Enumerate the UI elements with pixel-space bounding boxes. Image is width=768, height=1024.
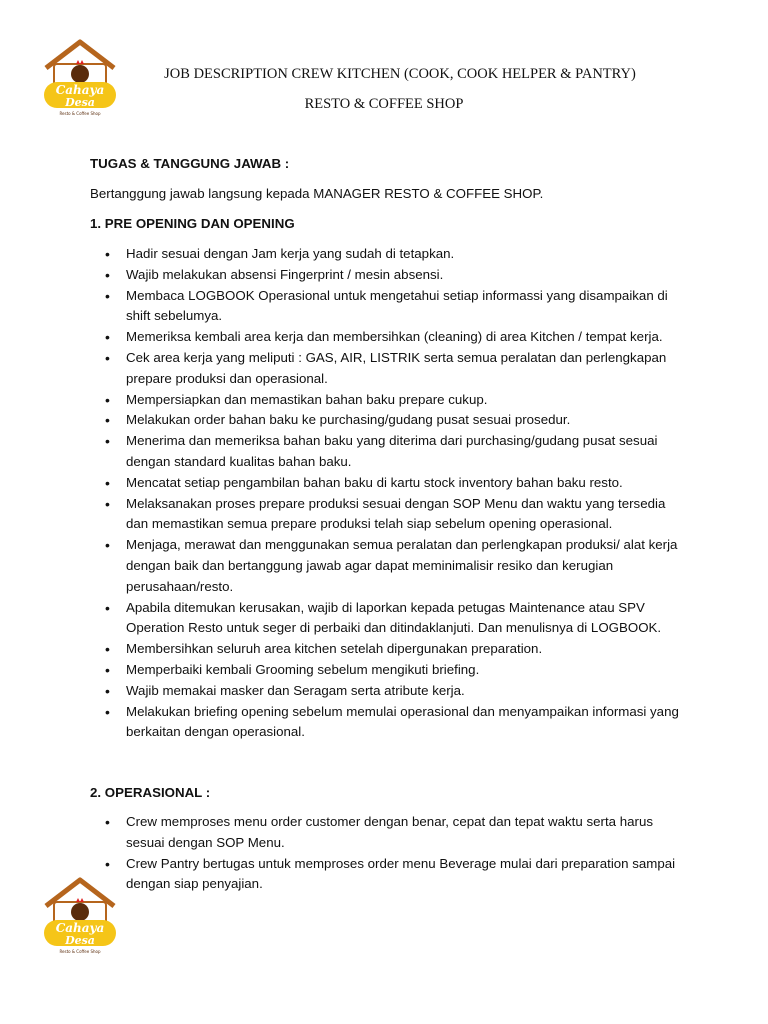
list-item: • Menjaga, merawat dan menggunakan semua peralatan dan perlengkapan produksi/ alat kerja dengan baik dan bertanggung jawab agar dapat meminimalisir resiko dan kerugian perusahaan/resto. [90,535,690,597]
list-item: • Melakukan briefing opening sebelum memulai operasional dan menyampaikan informasi yang berkaitan dengan operasional. [90,702,690,744]
svg-text:Cahaya: Cahaya [55,83,105,97]
list-item: • Melaksanakan proses prepare produksi sesuai dengan SOP Menu dan waktu yang tersedia dan memastikan semua prepare produksi telah siap sebelum opening operasional. [90,494,690,536]
list-item: • Memeriksa kembali area kerja dan membersihkan (cleaning) di area Kitchen / tempat kerja. [90,327,690,348]
svg-text:Resto & Coffee Shop: Resto & Coffee Shop [59,949,101,954]
cahaya-desa-logo-footer [40,872,120,956]
list-item: • Mempersiapkan dan memastikan bahan baku prepare cukup. [90,390,690,411]
svg-text:Desa: Desa [65,96,95,109]
rooster-house-logo-icon [40,872,120,956]
list-item: • Wajib melakukan absensi Fingerprint / mesin absensi. [90,265,690,286]
list-item: • Memperbaiki kembali Grooming sebelum mengikuti briefing. [90,660,690,681]
section-tugas-heading: TUGAS & TANGGUNG JAWAB : [90,156,290,171]
list-item: • Mencatat setiap pengambilan bahan baku di kartu stock inventory bahan baku resto. [90,473,690,494]
section1-list [90,244,690,743]
section1-heading: 1. PRE OPENING DAN OPENING [90,216,295,231]
list-item: • Membersihkan seluruh area kitchen setelah dipergunakan preparation. [90,639,690,660]
list-item: • Crew Pantry bertugas untuk memproses order menu Beverage mulai dari preparation sampai dengan siap penyajian. [90,854,690,896]
list-item: • Crew memproses menu order customer dengan benar, cepat dan tepat waktu serta harus sesuai dengan SOP Menu. [90,812,690,854]
list-item: • Cek area kerja yang meliputi : GAS, AIR, LISTRIK serta semua peralatan dan perlengkapan prepare produksi dan operasional. [90,348,690,390]
svg-text:Desa: Desa [65,934,95,947]
document-subtitle: RESTO & COFFEE SHOP [304,96,464,112]
list-item: • Membaca LOGBOOK Operasional untuk mengetahui setiap informassi yang disampaikan di shift sebelumya. [90,286,690,328]
section-tugas-intro: Bertanggung jawab langsung kepada MANAGER RESTO & COFFEE SHOP. [90,186,544,201]
list-item: • Menerima dan memeriksa bahan baku yang diterima dari purchasing/gudang pusat sesuai dengan standard kualitas bahan baku. [90,431,690,473]
svg-text:Cahaya: Cahaya [55,921,105,935]
list-item: • Melakukan order bahan baku ke purchasing/gudang pusat sesuai prosedur. [90,410,690,431]
list-item: • Wajib memakai masker dan Seragam serta atribute kerja. [90,681,690,702]
list-item: • Hadir sesuai dengan Jam kerja yang sudah di tetapkan. [90,244,690,265]
list-item: • Apabila ditemukan kerusakan, wajib di laporkan kepada petugas Maintenance atau SPV Operation Resto untuk seger di perbaiki dan ditindaklanjuti. Dan menulisnya di LOGBOOK. [90,598,690,640]
section2-list [90,812,690,895]
section2-heading: 2. OPERASIONAL : [90,785,211,800]
svg-text:Resto & Coffee Shop: Resto & Coffee Shop [59,111,101,116]
document-title: JOB DESCRIPTION CREW KITCHEN (COOK, COOK HELPER & PANTRY) [164,66,636,82]
